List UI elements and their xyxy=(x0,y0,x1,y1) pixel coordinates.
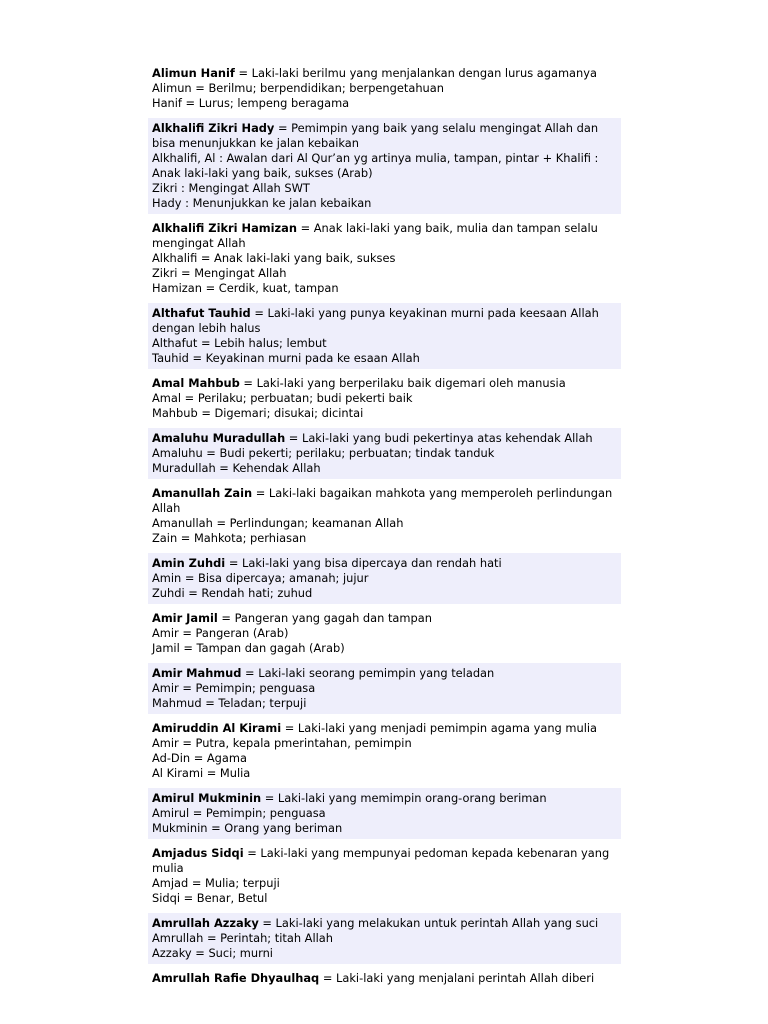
entry-heading xyxy=(152,486,617,516)
name-entry xyxy=(148,788,621,839)
entry-detail: Jamil = Tampan dan gagah (Arab) xyxy=(152,641,345,655)
name-entry xyxy=(148,483,621,549)
entry-detail: Ad-Din = Agama xyxy=(152,751,247,765)
entry-heading xyxy=(152,556,617,571)
entry-meaning: = Laki-laki yang menjadi pemimpin agama yang mulia xyxy=(281,721,598,735)
entry-detail: Mahmud = Teladan; terpuji xyxy=(152,696,307,710)
entry-meaning: = Laki-laki yang budi pekertinya atas kehendak Allah xyxy=(285,431,593,445)
entry-meaning: = Pangeran yang gagah dan tampan xyxy=(217,611,432,625)
entry-heading xyxy=(152,376,617,391)
entry-detail: Amanullah = Perlindungan; keamanan Allah xyxy=(152,516,404,530)
entry-detail: Hady : Menunjukkan ke jalan kebaikan xyxy=(152,196,372,210)
entry-heading xyxy=(152,66,617,81)
entry-detail: Althafut = Lebih halus; lembut xyxy=(152,336,327,350)
name-entry xyxy=(148,118,621,214)
name-entry xyxy=(148,373,621,424)
name-entry xyxy=(148,428,621,479)
entry-heading xyxy=(152,971,617,986)
name-entry xyxy=(148,303,621,369)
entry-detail: Zikri : Mengingat Allah SWT xyxy=(152,181,310,195)
document-page xyxy=(148,63,621,993)
entry-name: Amaluhu Muradullah xyxy=(152,431,286,445)
entry-name: Amal Mahbub xyxy=(152,376,240,390)
entry-meaning: = Laki-laki seorang pemimpin yang teladan xyxy=(241,666,495,680)
entry-name: Althafut Tauhid xyxy=(152,306,251,320)
entry-detail: Zuhdi = Rendah hati; zuhud xyxy=(152,586,313,600)
entry-name: Amrullah Azzaky xyxy=(152,916,259,930)
entry-name: Amiruddin Al Kirami xyxy=(152,721,282,735)
entry-detail: Zain = Mahkota; perhiasan xyxy=(152,531,307,545)
entry-detail: Amjad = Mulia; terpuji xyxy=(152,876,280,890)
name-entry xyxy=(148,913,621,964)
entry-heading xyxy=(152,306,617,336)
entry-heading xyxy=(152,221,617,251)
entry-name: Amrullah Rafie Dhyaulhaq xyxy=(152,971,320,985)
entry-heading xyxy=(152,121,617,151)
entry-name: Alimun Hanif xyxy=(152,66,235,80)
entry-meaning: = Laki-laki yang menjalani perintah Allah diberi xyxy=(319,971,595,985)
name-entry xyxy=(148,718,621,784)
entry-heading xyxy=(152,666,617,681)
entry-detail: Tauhid = Keyakinan murni pada ke esaan Allah xyxy=(152,351,420,365)
entry-heading xyxy=(152,431,617,446)
entry-detail: Amrullah = Perintah; titah Allah xyxy=(152,931,334,945)
name-entry xyxy=(148,663,621,714)
entry-heading xyxy=(152,791,617,806)
entry-meaning: = Laki-laki yang berperilaku baik digemari oleh manusia xyxy=(239,376,566,390)
name-entry xyxy=(148,968,621,989)
entry-name: Amjadus Sidqi xyxy=(152,846,244,860)
entry-meaning: = Laki-laki yang bisa dipercaya dan rendah hati xyxy=(225,556,502,570)
name-entry xyxy=(148,608,621,659)
entry-name: Amanullah Zain xyxy=(152,486,253,500)
name-entry xyxy=(148,553,621,604)
entry-detail: Amir = Pangeran (Arab) xyxy=(152,626,289,640)
entry-detail: Zikri = Mengingat Allah xyxy=(152,266,287,280)
entry-heading xyxy=(152,916,617,931)
entry-meaning: = Pemimpin yang baik yang selalu mengingat Allah dan bisa menunjukkan ke jalan kebaikan xyxy=(152,121,599,150)
entry-detail: Alkhalifi, Al : Awalan dari Al Qur’an yg artinya mulia, tampan, pintar + Khalifi : Anak laki-laki yang baik, sukses (Arab) xyxy=(152,151,599,180)
entry-detail: Mahbub = Digemari; disukai; dicintai xyxy=(152,406,364,420)
entry-detail: Amin = Bisa dipercaya; amanah; jujur xyxy=(152,571,369,585)
entry-detail: Amir = Putra, kepala pmerintahan, pemimpin xyxy=(152,736,412,750)
entry-detail: Mukminin = Orang yang beriman xyxy=(152,821,343,835)
name-entry xyxy=(148,63,621,114)
entry-meaning: = Laki-laki yang melakukan untuk perintah Allah yang suci xyxy=(258,916,599,930)
entry-meaning: = Anak laki-laki yang baik, mulia dan tampan selalu mengingat Allah xyxy=(152,221,598,250)
entry-name: Amir Mahmud xyxy=(152,666,242,680)
entry-meaning: = Laki-laki yang memimpin orang-orang beriman xyxy=(261,791,547,805)
name-entry xyxy=(148,218,621,299)
entry-detail: Al Kirami = Mulia xyxy=(152,766,251,780)
name-entry xyxy=(148,843,621,909)
entry-detail: Amir = Pemimpin; penguasa xyxy=(152,681,316,695)
entry-name: Amin Zuhdi xyxy=(152,556,226,570)
entry-heading xyxy=(152,611,617,626)
entry-name: Alkhalifi Zikri Hady xyxy=(152,121,275,135)
entry-detail: Alkhalifi = Anak laki-laki yang baik, sukses xyxy=(152,251,396,265)
entry-detail: Sidqi = Benar, Betul xyxy=(152,891,268,905)
entry-name: Alkhalifi Zikri Hamizan xyxy=(152,221,297,235)
entry-name: Amir Jamil xyxy=(152,611,218,625)
entry-name: Amirul Mukminin xyxy=(152,791,262,805)
entry-heading xyxy=(152,721,617,736)
entry-meaning: = Laki-laki berilmu yang menjalankan dengan lurus agamanya xyxy=(234,66,597,80)
entry-detail: Amal = Perilaku; perbuatan; budi pekerti baik xyxy=(152,391,413,405)
entry-meaning: = Laki-laki yang punya keyakinan murni pada keesaan Allah dengan lebih halus xyxy=(152,306,599,335)
entry-meaning: = Laki-laki yang mempunyai pedoman kepada kebenaran yang mulia xyxy=(152,846,610,875)
entry-heading xyxy=(152,846,617,876)
entry-detail: Hamizan = Cerdik, kuat, tampan xyxy=(152,281,339,295)
entry-detail: Azzaky = Suci; murni xyxy=(152,946,273,960)
entry-meaning: = Laki-laki bagaikan mahkota yang memperoleh perlindungan Allah xyxy=(152,486,613,515)
entry-detail: Alimun = Berilmu; berpendidikan; berpengetahuan xyxy=(152,81,444,95)
entry-detail: Muradullah = Kehendak Allah xyxy=(152,461,321,475)
entry-detail: Hanif = Lurus; lempeng beragama xyxy=(152,96,350,110)
entry-detail: Amaluhu = Budi pekerti; perilaku; perbuatan; tindak tanduk xyxy=(152,446,495,460)
entry-detail: Amirul = Pemimpin; penguasa xyxy=(152,806,326,820)
